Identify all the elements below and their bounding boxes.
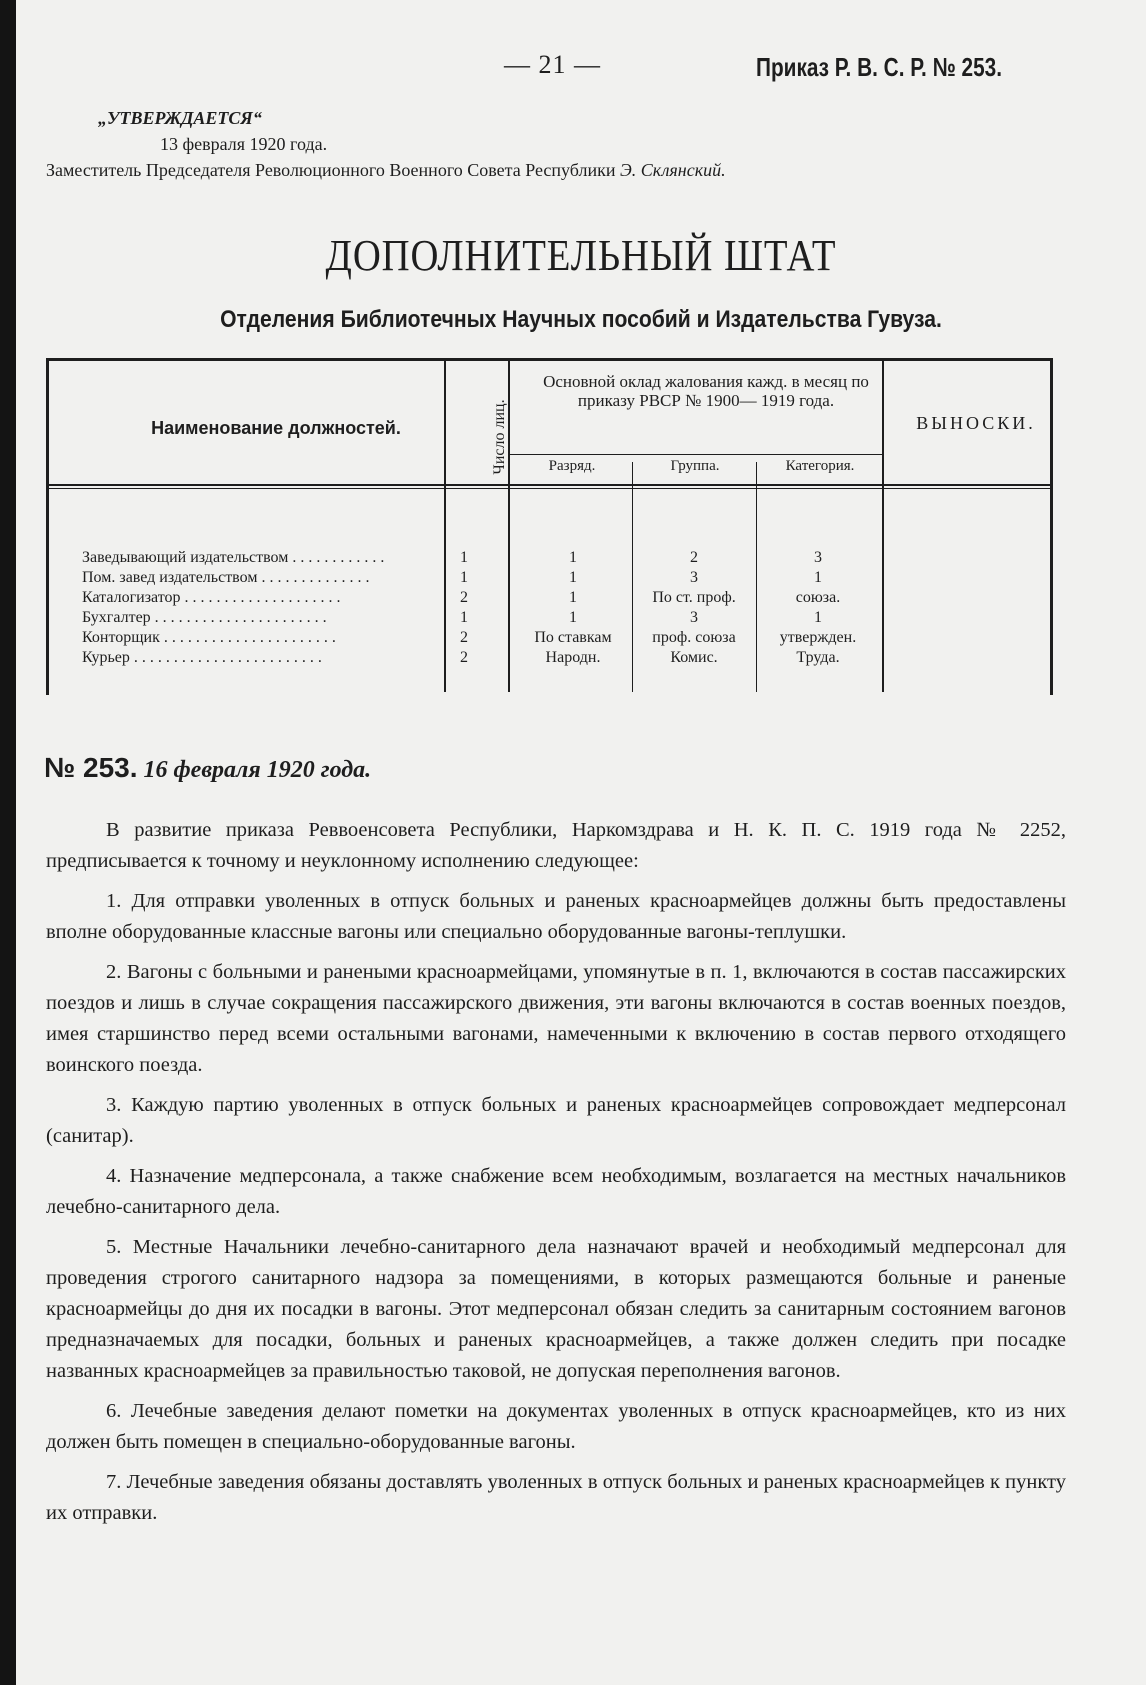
header-salary: Основной оклад жалования кажд. в месяц по приказу РВСР № 1900— 1919 года.	[543, 372, 869, 410]
table-row-kategoriya: 1	[814, 569, 822, 586]
approval-position: Заместитель Председателя Революционного Военного Совета Республики	[46, 160, 616, 180]
order-paragraph: 6. Лечебные заведения делают пометки на документах уволенных в отпуск красноармейцев, кто из них должен быть помещен в специально-оборудованные вагоны.	[46, 1400, 1066, 1453]
table-row-name: Конторщик . . . . . . . . . . . . . . . . . . . . . .	[82, 629, 336, 646]
header-count: Число лиц.	[491, 399, 508, 475]
staff-table	[46, 358, 1051, 696]
table-row-kategoriya: Труда.	[796, 649, 840, 666]
order-paragraph: 7. Лечебные заведения обязаны доставлять уволенных в отпуск больных и раненых красноармейцев к пункту их отправки.	[46, 1471, 1066, 1524]
document-subtitle: Отделения Библиотечных Научных пособий и Издательства Гувуза.	[220, 306, 942, 333]
table-row-razryad: 1	[569, 549, 577, 566]
header-kategoriya: Категория.	[785, 458, 855, 474]
table-row-razryad: Народн.	[545, 649, 601, 666]
order-paragraph: В развитие приказа Реввоенсовета Республики, Наркомздрава и Н. К. П. С. 1919 года № 2252, предписывается к точному и неуклонному исполнению следующее:	[46, 819, 1066, 872]
order-heading	[44, 752, 371, 784]
table-row-kategoriya: 1	[814, 609, 822, 626]
table-row-razryad: 1	[569, 609, 577, 626]
order-paragraph: 5. Местные Начальники лечебно-санитарного дела назначают врачей и необходимый медперсонал для проведения строгого санитарного надзора за помещениями, в которых размещаются больные и раненые красноармейцы до дня их посадки в вагоны. Этот медперсонал обязан следить за санитарным состоянием вагонов предназначаемых для посадки, больных и раненых красноармейцев, а также должен следить при посадке названных красноармейцев за правильностью таковой, не допуская переполнения вагонов.	[46, 1236, 1066, 1382]
table-row-count: 1	[460, 549, 468, 566]
table-row-name: Курьер . . . . . . . . . . . . . . . . . . . . . . . .	[82, 649, 322, 666]
table-row-gruppa: 3	[690, 569, 698, 586]
table-row-name: Каталогизатор . . . . . . . . . . . . . . . . . . . .	[82, 589, 341, 606]
order-paragraph: 3. Каждую партию уволенных в отпуск больных и раненых красноармейцев сопровождает медперсонал (санитар).	[46, 1094, 1066, 1147]
table-divider	[46, 484, 1050, 486]
table-row-razryad: 1	[569, 569, 577, 586]
table-row-kategoriya: утвержден.	[779, 629, 857, 646]
table-row-gruppa: проф. союза	[652, 629, 736, 646]
table-row-kategoriya: союза.	[795, 589, 841, 606]
order-paragraph: 4. Назначение медперсонала, а также снабжение всем необходимым, возлагается на местных начальников лечебно-санитарного дела.	[46, 1165, 1066, 1218]
table-row-name: Заведывающий издательством . . . . . . . . . . . .	[82, 549, 385, 566]
table-row-gruppa: Комис.	[670, 649, 718, 666]
approval-date: 13 февраля 1920 года.	[160, 134, 328, 154]
table-row-gruppa: 3	[690, 609, 698, 626]
table-row-razryad: По ставкам	[534, 629, 612, 646]
table-row-count: 1	[460, 569, 468, 586]
header-razryad: Разряд.	[548, 458, 596, 474]
table-row-count: 2	[460, 629, 468, 646]
document-page	[16, 0, 1146, 1685]
table-row-count: 2	[460, 649, 468, 666]
table-divider	[508, 454, 882, 455]
table-divider	[46, 488, 1050, 489]
order-reference: Приказ Р. В. С. Р. № 253.	[756, 52, 1003, 82]
table-row-kategoriya: 3	[814, 549, 822, 566]
table-row-name: Бухгалтер . . . . . . . . . . . . . . . . . . . . . .	[82, 609, 327, 626]
header-position-name: Наименование должностей.	[151, 418, 401, 438]
table-row-razryad: 1	[569, 589, 577, 606]
table-row-count: 1	[460, 609, 468, 626]
order-paragraph: 2. Вагоны с больными и ранеными красноармейцами, упомянутые в п. 1, включаются в состав пассажирских поездов и лишь в случае сокращения пассажирского движения, эти вагоны включаются в состав военных поездов, имея старшинство перед всеми остальными вагонами, намеченными к включению в состав первого отходящего воинского поезда.	[46, 961, 1066, 1076]
table-row-count: 2	[460, 589, 468, 606]
table-row-gruppa: 2	[690, 549, 698, 566]
order-number: № 253.	[44, 752, 138, 783]
order-paragraph: 1. Для отправки уволенных в отпуск больных и раненых красноармейцев должны быть предоставлены вполне оборудованные классные вагоны или специально оборудованные вагоны-теплушки.	[46, 890, 1066, 943]
approval-label: „УТВЕРЖДАЕТСЯ“	[98, 108, 262, 128]
document-title: ДОПОЛНИТЕЛЬНЫЙ ШТАТ	[325, 231, 837, 280]
approval-signature: Э. Склянский.	[620, 160, 726, 180]
approval-signatory	[46, 160, 726, 181]
order-body	[46, 815, 1066, 1538]
header-notes: ВЫНОСКИ.	[916, 413, 1036, 433]
table-row-name: Пом. завед издательством . . . . . . . . . . . . . .	[82, 569, 370, 586]
order-date: 16 февраля 1920 года.	[143, 757, 372, 783]
table-row-gruppa: По ст. проф.	[652, 589, 736, 606]
page-number: — 21 —	[504, 50, 601, 79]
header-gruppa: Группа.	[670, 458, 720, 474]
